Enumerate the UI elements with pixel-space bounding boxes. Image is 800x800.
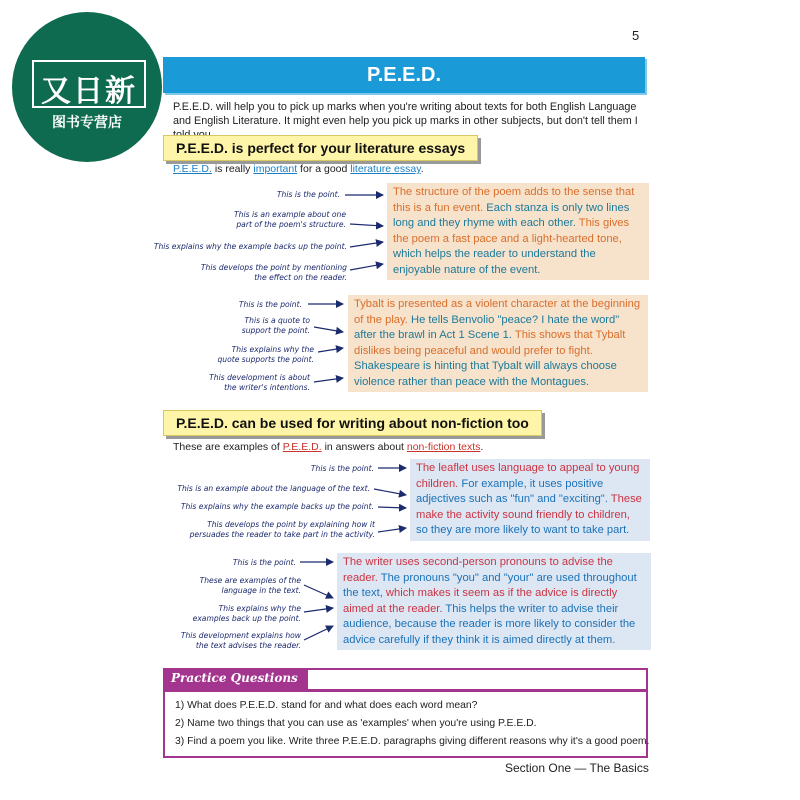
peed-link[interactable]: P.E.E.D. bbox=[282, 441, 322, 453]
arrow bbox=[304, 585, 333, 598]
annotation-example: This is an example about the language of the text. bbox=[177, 484, 370, 493]
develop-text: This helps the writer to advise their audience, because the reader is more likely to consider the advice carefully if they think it is aimed directly at them. bbox=[343, 602, 636, 646]
annotation-example: These are examples of the language in the text. bbox=[199, 576, 301, 595]
example-box-tybalt bbox=[348, 295, 648, 392]
example-text: He tells Benvolio "peace? I hate the word" after the brawl in Act 1 Scene 1. bbox=[354, 313, 620, 341]
arrow bbox=[350, 242, 383, 247]
store-logo bbox=[12, 12, 162, 162]
section-subline-literature bbox=[173, 163, 424, 175]
arrow bbox=[318, 348, 343, 352]
practice-question: 2) Name two things that you can use as 'examples' when you're using P.E.E.D. bbox=[175, 718, 537, 729]
annotation-point: This is the point. bbox=[232, 558, 296, 567]
logo-frame bbox=[32, 60, 146, 108]
develop-text: so they are more likely to want to take part. bbox=[416, 524, 630, 536]
annotation-develop: This develops the point by explaining how it persuades the reader to take part in the activity. bbox=[189, 520, 375, 539]
literature-essay-link[interactable]: literature essay bbox=[350, 163, 421, 175]
title-bar bbox=[163, 57, 645, 93]
example-text: Each stanza is only two lines long and they rhyme with each other. bbox=[393, 201, 630, 229]
point-text: The structure of the poem adds to the sense that this is a fun event. bbox=[393, 186, 635, 214]
explain-text: which makes it seem as if the advice is directly aimed at the reader. bbox=[343, 587, 618, 615]
explain-text: These make the activity sound friendly to children, bbox=[416, 493, 642, 521]
subline-text: These are examples of bbox=[173, 441, 283, 453]
annotation-explain: This explains why the example backs up the point. bbox=[153, 242, 347, 251]
practice-divider bbox=[165, 689, 646, 692]
arrow bbox=[314, 327, 343, 332]
subline-text: in answers about bbox=[321, 441, 407, 453]
annotation-explain: This explains why the examples back up the point. bbox=[192, 604, 301, 623]
annotation-example: This is a quote to support the point. bbox=[241, 316, 310, 335]
point-text: The writer uses second-person pronouns to advise the reader. bbox=[343, 556, 613, 584]
example-box-poem bbox=[387, 183, 649, 280]
annotation-develop: This develops the point by mentioning the effect on the reader. bbox=[200, 263, 347, 282]
important-link[interactable]: important bbox=[253, 163, 298, 175]
annotation-develop: This development explains how the text advises the reader. bbox=[180, 631, 301, 650]
explain-text: This shows that Tybalt dislikes being peaceful and would prefer to fight. bbox=[354, 329, 626, 357]
annotation-example: This is an example about one part of the poem's structure. bbox=[234, 210, 346, 229]
arrow bbox=[350, 224, 383, 226]
page-number: 5 bbox=[632, 28, 640, 43]
page-title: P.E.E.D. bbox=[366, 64, 442, 86]
develop-text: Shakespeare is hinting that Tybalt will always choose violence rather than peace with the Montagues. bbox=[354, 360, 617, 388]
subline-text: is really bbox=[211, 163, 254, 175]
develop-text: which helps the reader to understand the enjoyable nature of the event. bbox=[393, 248, 596, 276]
subline-text: . bbox=[420, 163, 424, 175]
subline-text: . bbox=[480, 441, 484, 453]
point-text: The leaflet uses language to appeal to young children. bbox=[416, 462, 640, 490]
arrow bbox=[378, 507, 406, 508]
practice-questions-box bbox=[163, 668, 648, 758]
example-box-leaflet bbox=[410, 459, 650, 541]
annotation-explain: This explains why the quote supports the point. bbox=[217, 345, 314, 364]
nonfiction-texts-link[interactable]: non-fiction texts bbox=[406, 441, 481, 453]
peed-link[interactable]: P.E.E.D. bbox=[173, 163, 212, 175]
practice-question: 1) What does P.E.E.D. stand for and what does each word mean? bbox=[175, 700, 478, 711]
example-text: The pronouns "you" and "your" are used throughout the text, bbox=[343, 571, 637, 599]
subline-text: for a good bbox=[297, 163, 351, 175]
section-footer: Section One — The Basics bbox=[505, 761, 649, 775]
arrow bbox=[374, 489, 406, 495]
point-text: Tybalt is presented as a violent character at the beginning of the play. bbox=[354, 298, 641, 326]
arrow bbox=[314, 378, 343, 382]
logo-main-text: 又日新 bbox=[41, 74, 137, 109]
section-heading-nonfiction: P.E.E.D. can be used for writing about non-fiction too bbox=[163, 410, 542, 436]
annotation-point: This is the point. bbox=[310, 464, 374, 473]
annotation-point: This is the point. bbox=[276, 190, 340, 199]
section-heading-literature: P.E.E.D. is perfect for your literature essays bbox=[163, 135, 478, 161]
section-subline-nonfiction bbox=[173, 441, 483, 453]
logo-sub-text: 图书专营店 bbox=[52, 115, 122, 131]
intro-paragraph: P.E.E.D. will help you to pick up marks when you're writing about texts for both English Language and English Literature. It might even help you pick up marks in other subjects, but don't tell them I bbox=[173, 101, 638, 127]
explain-text: This gives the poem a fast pace and a light-hearted tone, bbox=[393, 217, 630, 245]
example-box-pronouns bbox=[337, 553, 651, 650]
example-text: For example, it uses positive adjectives such as "fun" and "exciting". bbox=[416, 477, 608, 505]
practice-question: 3) Find a poem you like. Write three P.E.E.D. paragraphs giving different reasons why it's a good poem. bbox=[175, 736, 650, 747]
arrow bbox=[304, 626, 333, 640]
annotation-explain: This explains why the example backs up the point. bbox=[180, 502, 374, 511]
arrow bbox=[350, 264, 383, 270]
annotation-point: This is the point. bbox=[238, 300, 302, 309]
arrow bbox=[304, 608, 333, 612]
arrow bbox=[378, 528, 406, 532]
annotation-develop: This development is about the writer's intentions. bbox=[209, 373, 310, 392]
practice-questions-title: Practice Questions bbox=[165, 670, 308, 690]
